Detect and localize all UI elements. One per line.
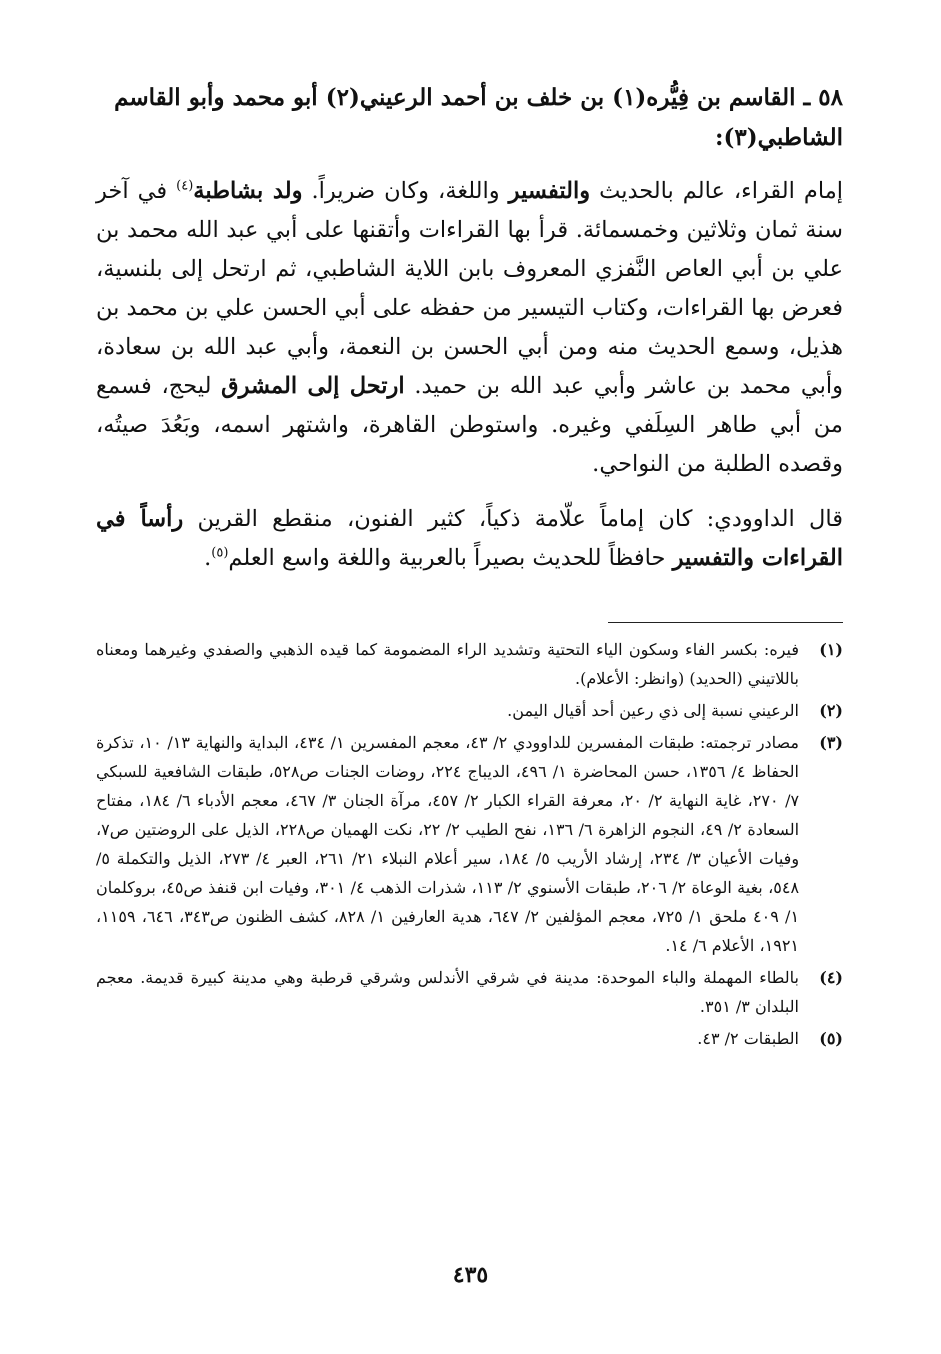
footnote-text: بالطاء المهملة والباء الموحدة: مدينة في شرقي الأندلس وشرقي قرطبة وهي مدينة كبيرة قديمة. معجم البلدان ٣/ ٣٥١. <box>96 968 799 1016</box>
bold-text-run: ارتحل إلى المشرق <box>221 373 405 399</box>
footnote-text: مصادر ترجمته: طبقات المفسرين للداوودي ٢/ ٤٣، معجم المفسرين ١/ ٤٣٤، البداية والنهاية ١٣/ ١٠، تذكرة الحفاظ ٤/ ١٣٥٦، حسن المحاضرة ١/ ٤٩٦، الديباج ٢٢٤، روضات الجنات ص٥٢٨، طبقات الشافعية للسبكي ٧/ ٢٧٠، غاية النهاية ٢/ ٢٠، معرفة القراء الكبار ٢/ ٤٥٧، مرآة الجنان ٣/ ٤٦٧، معجم الأدباء ٦/ ١٨٤، مفتاح السعادة ٢/ ٤٩، النجوم الزاهرة ٦/ ١٣٦، نفح الطيب ٢/ ٢٢، نكت الهميان ص٢٢٨، الذيل على الروضتين ص٧، وفيات الأعيان ٣/ ٢٣٤، إرشاد الأريب ٥/ ١٨٤، سير أعلام النبلاء ٢١/ ٢٦١، العبر ٤/ ٢٧٣، الذيل والتكملة ٥/ ٥٤٨، بغية الوعاة ٢/ ٢٠٦، طبقات الأسنوي ٢/ ١١٣، شذرات الذهب ٤/ ٣٠١، وفيات ابن قنفذ ص٤٥، بروكلمان ١/ ٤٠٩ ملحق ١/ ٧٢٥، معجم المؤلفين ٢/ ٦٤٧، هدية العارفين ١/ ٨٢٨، كشف الظنون ص٣٤٣، ٦٤٦، ١١٥٩، ١٩٢١، الأعلام ٦/ ١٤. <box>96 733 800 955</box>
footnote-divider <box>608 622 843 623</box>
footnote-number: (١) <box>819 640 843 659</box>
biography-paragraph-1 <box>96 172 843 484</box>
bold-text-run: رأساً في القراءات والتفسير <box>96 506 843 571</box>
footnote-item <box>96 1024 843 1053</box>
footnote-number: (٣) <box>819 733 843 752</box>
footnote-text: الرعيني نسبة إلى ذي رعين أحد أقيال اليمن. <box>507 701 799 720</box>
text-run: في آخر سنة ثمان وثلاثين وخمسمائة. قرأ بها القراءات وأتقنها على أبي عبد الله محمد بن علي بن أبي العاص النَّفزي المعروف بابن اللاية الشاطبي، ثم ارتحل إلى بلنسية، فعرض بها القراءات، وكتاب التيسير من حفظه على أبي الحسن علي بن محمد بن هذيل، وسمع الحديث منه ومن أبي الحسن بن النعمة، وأبي عبد الله بن سعادة، وأبي محمد بن عاشر وأبي عبد الله بن حميد. <box>95 178 843 399</box>
footnote-text: الطبقات ٢/ ٤٣. <box>697 1029 799 1048</box>
footnote-item <box>96 696 843 725</box>
bold-text-run: والتفسير <box>508 178 591 204</box>
text-run: . <box>204 545 212 571</box>
footnote-ref-4: (٤) <box>176 178 194 194</box>
entry-heading <box>96 78 843 158</box>
text-run: حافظاً للحديث بصيراً بالعربية واللغة واسع العلم <box>228 545 673 571</box>
text-run: قال الداوودي: كان إماماً علّامة ذكياً، كثير الفنون، منقطع القرين <box>183 506 843 532</box>
footnotes <box>96 635 843 1053</box>
text-run: إمام القراء، عالم بالحديث <box>590 178 844 204</box>
footnote-number: (٥) <box>819 1029 843 1048</box>
footnote-item <box>96 635 843 693</box>
entry-heading-line-1: ٥٨ ـ القاسم بن فِيُّره(١) بن خلف بن أحمد الرعيني(٢) أبو محمد وأبو القاسم <box>114 84 843 111</box>
bold-text-run: ولد بشاطبة <box>193 178 303 204</box>
footnote-text: فيره: بكسر الفاء وسكون الياء التحتية وتشديد الراء المضمومة كما قيده الذهبي والصفدي وغيرهما ومعناه باللاتيني (الحديد) (وانظر: الأعلام). <box>96 640 800 688</box>
footnote-number: (٤) <box>819 968 843 987</box>
text-run: ليحج، فسمع من أبي طاهر السِلَفي وغيره. واستوطن القاهرة، واشتهر اسمه، وبَعُدَ صيتُه، وقصده الطلبة من النواحي. <box>96 373 843 477</box>
footnote-ref-5: (٥) <box>211 545 229 561</box>
footnote-number: (٢) <box>819 701 843 720</box>
footnote-item <box>96 728 843 960</box>
biography-paragraph-2 <box>96 500 843 578</box>
entry-heading-line-2: الشاطبي(٣): <box>715 124 843 151</box>
page-number: ٤٣٥ <box>452 1262 489 1288</box>
footnote-item <box>96 963 843 1021</box>
biography-body <box>96 172 843 578</box>
text-run: واللغة، وكان ضريراً. <box>302 178 509 204</box>
